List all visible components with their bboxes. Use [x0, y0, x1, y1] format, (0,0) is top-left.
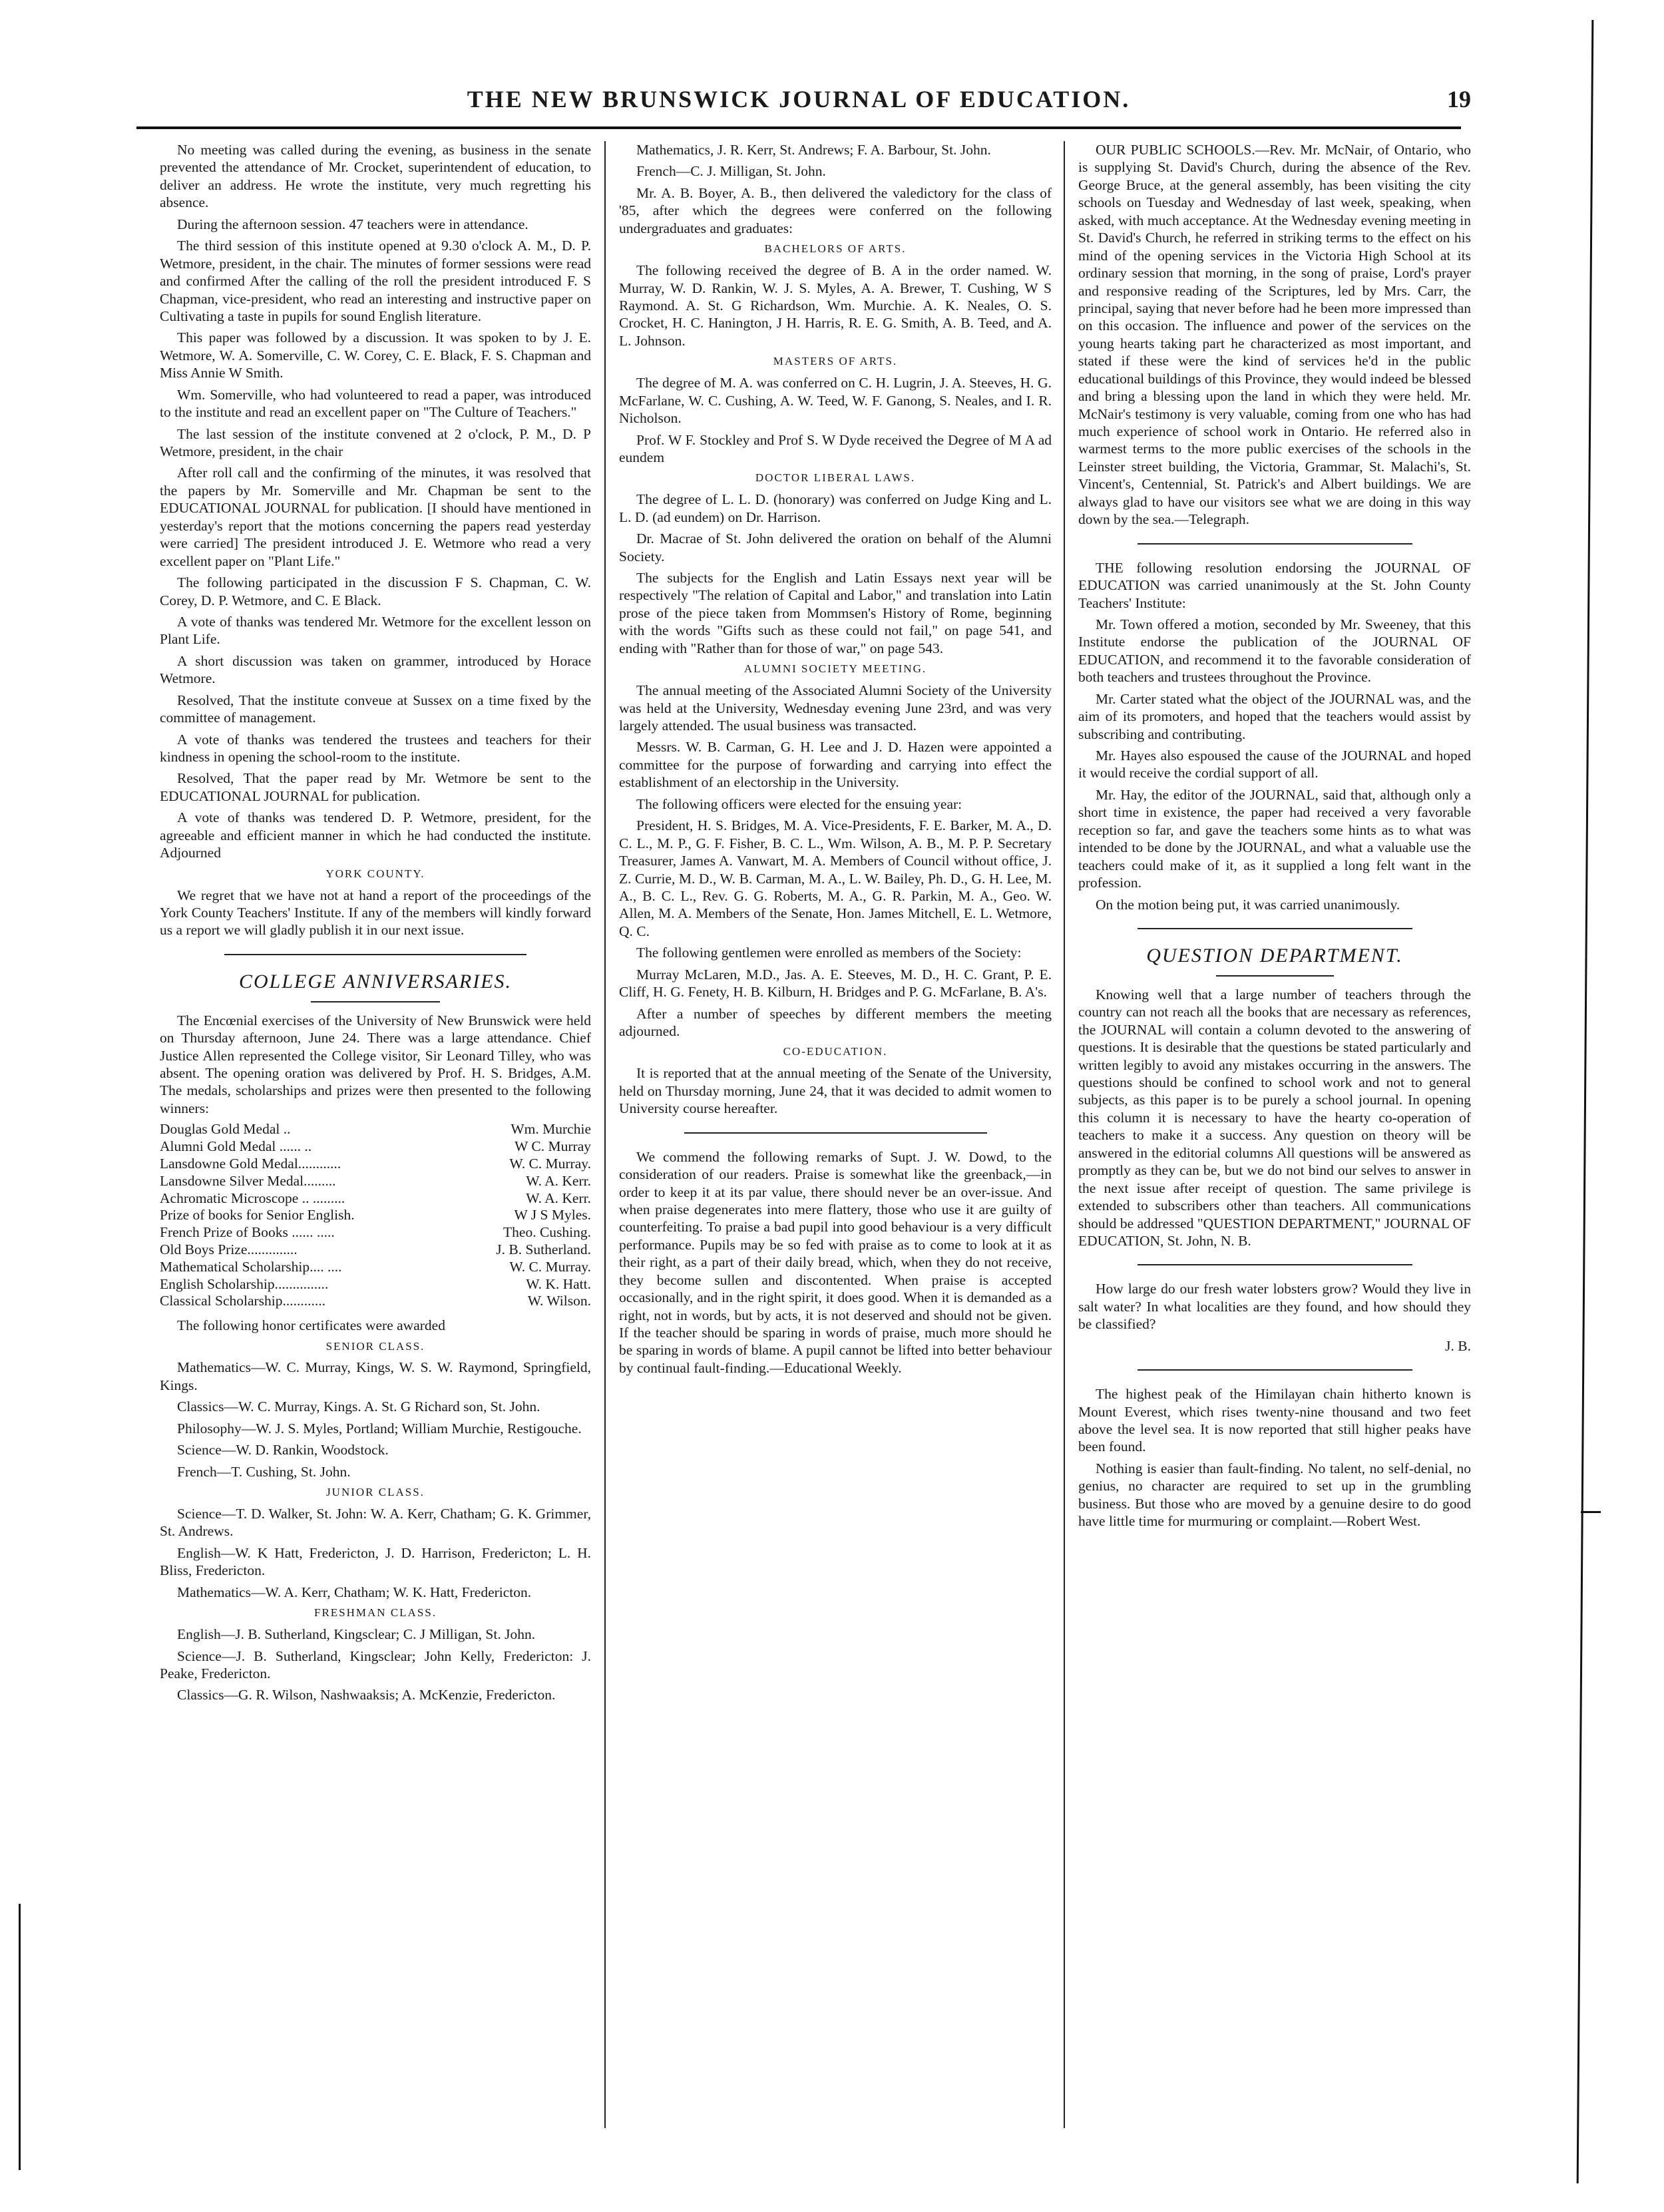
paragraph: The following gentlemen were enrolled as members of the Society:: [636, 945, 1022, 961]
paragraph: The following received the degree of B. A in the order named. W. Murray, W. D. Rankin, W. J. S. Myles, A. A. Brewer, T. Cushing, W S Raymond. A. St. G Richardson, Wm. Murchie. A. K. Neales, O. S. Crocket, H. C. Hanington, J H. Harris, R. E. G. Smith, A. B. Teed, and A. L. Johnson.: [619, 262, 1052, 349]
separator: [1216, 975, 1334, 977]
paragraph: Mathematics—W. C. Murray, Kings, W. S. W. Raymond, Springfield, Kings.: [160, 1359, 591, 1393]
prize-name: Mathematical Scholarship.... ....: [160, 1258, 342, 1275]
section-heading: BACHELORS OF ARTS.: [764, 242, 907, 256]
paragraph: Mathematics—W. A. Kerr, Chatham; W. K. Hatt, Fredericton.: [177, 1584, 532, 1600]
paragraph: Murray McLaren, M.D., Jas. A. E. Steeves, M. D., H. C. Grant, P. E. Cliff, H. G. Fenety, H. B. Kilburn, H. Bridges and P. G. McFarlane, B. A's.: [619, 966, 1052, 1000]
scan-edge-mark: [19, 1904, 21, 2170]
paragraph: Mr. Carter stated what the object of the JOURNAL was, and the aim of its promoters, and hoped that the teachers would assist by subscribing and contributing.: [1078, 690, 1471, 742]
paragraph: We regret that we have not at hand a report of the proceedings of the York County Teachers' Institute. If any of the members will kindly forward us a report we will gladly publish it in our next issue.: [160, 887, 591, 939]
paragraph: Classics—G. R. Wilson, Nashwaaksis; A. McKenzie, Fredericton.: [177, 1687, 556, 1703]
journal-title: THE NEW BRUNSWICK JOURNAL OF EDUCATION.: [467, 86, 1131, 112]
column-middle: [619, 141, 1052, 2131]
separator: [1138, 1264, 1412, 1265]
paragraph: Science—W. D. Rankin, Woodstock.: [177, 1442, 389, 1458]
paragraph: Dr. Macrae of St. John delivered the oration on behalf of the Alumni Society.: [619, 531, 1052, 564]
prize-name: Old Boys Prize..............: [160, 1241, 298, 1257]
paragraph: The last session of the institute convened at 2 o'clock, P. M., D. P Wetmore, president, in the chair: [160, 425, 591, 459]
paragraph: After a number of speeches by different members the meeting adjourned.: [619, 1005, 1052, 1039]
paragraph: Philosophy—W. J. S. Myles, Portland; William Murchie, Restigouche.: [177, 1420, 582, 1437]
paragraph: Mathematics, J. R. Kerr, St. Andrews; F. A. Barbour, St. John.: [636, 142, 991, 158]
prize-name: English Scholarship...............: [160, 1275, 329, 1292]
paragraph: Messrs. W. B. Carman, G. H. Lee and J. D. Hazen were appointed a committee for the purpose of forwarding and carrying into effect the establishment of an electorship in the University.: [619, 739, 1052, 791]
prize-name: Lansdowne Silver Medal.........: [160, 1172, 336, 1189]
paragraph: Classics—W. C. Murray, Kings. A. St. G Richard son, St. John.: [177, 1399, 540, 1415]
separator: [684, 1132, 987, 1134]
prize-row: [160, 1259, 591, 1276]
column-divider: [604, 141, 606, 2128]
prize-row: [160, 1156, 591, 1173]
paragraph: The subjects for the English and Latin Essays next year will be respectively "The relation of Capital and Labor," and translation into Latin prose of the piece taken from Mommsen's History of Rome, beginning with the words "Gifts such as these could not fail," on page 541, and ending with "Rather than for those of war," on page 543.: [619, 570, 1052, 656]
prize-row: [160, 1190, 591, 1208]
prize-winner: W. A. Kerr.: [526, 1190, 591, 1206]
paragraph: After roll call and the confirming of the minutes, it was resolved that the papers by Mr. Somerville and Mr. Chapman be sent to the EDUCATIONAL JOURNAL for publication. [I should have mentioned in yesterday's report that the motions concerning the papers read yesterday were carried] The president introduced J. E. Wetmore who read a very excellent paper on "Plant Life.": [160, 465, 591, 569]
prize-winner: W. C. Murray.: [509, 1155, 591, 1172]
paragraph: Prof. W F. Stockley and Prof S. W Dyde received the Degree of M A ad eundem: [619, 431, 1052, 465]
prize-winner: Theo. Cushing.: [503, 1224, 591, 1241]
prize-winner: W. C. Murray.: [509, 1258, 591, 1275]
separator: [311, 1001, 440, 1002]
article-heading: COLLEGE ANNIVERSARIES.: [238, 970, 513, 993]
prize-winner: W J S Myles.: [514, 1207, 591, 1223]
prize-name: Lansdowne Gold Medal............: [160, 1155, 341, 1172]
paragraph: How large do our fresh water lobsters grow? Would they live in salt water? In what localities are they found, and how should they be classified?: [1078, 1281, 1471, 1333]
paragraph: The Encœnial exercises of the University of New Brunswick were held on Thursday afternoon, June 24. There was a large attendance. Chief Justice Allen represented the College visitor, Sir Leonard Tilley, who was absent. The opening oration was delivered by Prof. H. S. Bridges, A.M. The medals, scholarships and prizes were then presented to the following winners:: [160, 1012, 591, 1116]
section-heading: DOCTOR LIBERAL LAWS.: [755, 471, 916, 485]
paragraph: The degree of L. L. D. (honorary) was conferred on Judge King and L. L. D. (ad eundem) on Dr. Harrison.: [619, 491, 1052, 525]
paragraph: We commend the following remarks of Supt. J. W. Dowd, to the consideration of our readers. Praise is somewhat like the greenback,—in order to keep it at its par value, there should never be an over-issue. And when praise degenerates into mere flattery, those who use it are guilty of counterfeiting. To praise a bad pupil into good behaviour is a very difficult performance. Pupils may be so fed with praise as to come to look at it as their right, as a part of their daily bread, which, when they do not receive, they become sullen and discontented. When praise is accepted occasionally, and in the right spirit, it does good. When it is demanded as a right, not in words, but by acts, it is not deserved and should not be given. If the teacher should be sparing in words of praise, much more should he be sparing in words of blame. A pupil cannot be lifted into better behaviour by continual fault-finding.—Educational Weekly.: [619, 1148, 1052, 1376]
paragraph: Mr. Hay, the editor of the JOURNAL, said that, although only a short time in existence, the paper had received a very favorable reception so far, and gave the teachers some hints as to what was intended to be done by the JOURNAL, and what a valuable use the teachers could make of it, as it supplied a long felt want in the profession.: [1078, 786, 1471, 891]
paragraph: During the afternoon session. 47 teachers were in attendance.: [177, 216, 528, 232]
prize-name: Prize of books for Senior English.: [160, 1207, 355, 1223]
paragraph: The following officers were elected for the ensuing year:: [636, 795, 962, 812]
prize-name: Classical Scholarship............: [160, 1293, 326, 1309]
paragraph: French—C. J. Milligan, St. John.: [636, 163, 826, 180]
prize-row: [160, 1276, 591, 1293]
prize-winner: W. A. Kerr.: [526, 1172, 591, 1189]
prize-winner: J. B. Sutherland.: [496, 1241, 591, 1257]
paragraph: Science—J. B. Sutherland, Kingsclear; John Kelly, Fredericton: J. Peake, Fredericton.: [160, 1648, 591, 1681]
paragraph: A vote of thanks was tendered the trustees and teachers for their kindness in opening the school-room to the institute.: [160, 731, 591, 765]
page-header: [133, 85, 1471, 125]
paragraph: The following honor certificates were awarded: [177, 1317, 445, 1334]
paragraph: The following participated in the discussion F S. Chapman, C. W. Corey, D. P. Wetmore, and C. E Black.: [160, 574, 591, 608]
page-number: 19: [1447, 86, 1471, 112]
prize-name: Achromatic Microscope .. .........: [160, 1190, 345, 1206]
scan-edge-mark: [1577, 20, 1594, 2183]
section-heading: MASTERS OF ARTS.: [773, 355, 898, 368]
paragraph: Resolved, That the institute conveue at Sussex on a time fixed by the committee of management.: [160, 692, 591, 726]
paragraph: Wm. Somerville, who had volunteered to read a paper, was introduced to the institute and read an excellent paper on "The Culture of Teachers.": [160, 386, 591, 421]
paragraph: The annual meeting of the Associated Alumni Society of the University was held at the University, Wednesday evening June 23rd, and was very largely attended. The usual business was transacted.: [619, 682, 1052, 734]
paragraph: The highest peak of the Himilayan chain hitherto known is Mount Everest, which rises twenty-nine thousand and two feet above the level sea. It is now reported that still higher peaks have been found.: [1078, 1386, 1471, 1455]
paragraph: THE following resolution endorsing the JOURNAL OF EDUCATION was carried unanimously at the St. John County Teachers' Institute:: [1078, 559, 1471, 611]
paragraph: Resolved, That the paper read by Mr. Wetmore be sent to the EDUCATIONAL JOURNAL for publication.: [160, 770, 591, 804]
section-heading: FRESHMAN CLASS.: [314, 1606, 437, 1620]
paragraph: Mr. Hayes also espoused the cause of the JOURNAL and hoped it would receive the cordial support of all.: [1078, 748, 1471, 781]
prize-name: Alumni Gold Medal ...... ..: [160, 1138, 312, 1155]
section-heading: JUNIOR CLASS.: [326, 1486, 425, 1499]
column-right: [1078, 141, 1471, 2131]
header-rule: [136, 126, 1461, 129]
paragraph: Mr. A. B. Boyer, A. B., then delivered the valedictory for the class of '85, after which the degrees were conferred on the following undergraduates and graduates:: [619, 184, 1052, 236]
paragraph: President, H. S. Bridges, M. A. Vice-Presidents, F. E. Barker, M. A., D. C. L., M. P., G. F. Fisher, B. C. L., Wm. Wilson, A. B., M. P. P. Secretary Treasurer, James A. Vanwart, M. A. Members of Council without office, J. Z. Currie, M. D., W. B. Carman, M. A., L. W. Bailey, Ph. D., G. H. Lee, M. A., B. C. L., Rev. G. G. Roberts, M. A., G. R. Parkin, M. A., Geo. W. Allen, M. A. Members of the Senate, Hon. James Mitchell, E. L. Wetmore, Q. C.: [619, 817, 1052, 939]
paragraph: Mr. Town offered a motion, seconded by Mr. Sweeney, that this Institute endorse the publication of the JOURNAL OF EDUCATION, and recommend it to the favorable consideration of both teachers and trustees throughout the Province.: [1078, 616, 1471, 686]
section-heading: YORK COUNTY.: [325, 867, 425, 880]
prize-row: [160, 1293, 591, 1310]
section-heading: CO-EDUCATION.: [783, 1045, 888, 1058]
separator: [1138, 1369, 1412, 1371]
section-heading: ALUMNI SOCIETY MEETING.: [743, 662, 927, 676]
section-heading: SENIOR CLASS.: [325, 1339, 425, 1353]
paragraph: A vote of thanks was tendered Mr. Wetmore for the excellent lesson on Plant Life.: [160, 613, 591, 648]
column-divider: [1064, 141, 1065, 2128]
paragraph: On the motion being put, it was carried unanimously.: [1096, 896, 1400, 913]
prize-row: [160, 1241, 591, 1259]
prize-row: [160, 1224, 591, 1241]
paragraph: French—T. Cushing, St. John.: [177, 1463, 351, 1480]
prize-list: [160, 1121, 591, 1310]
paragraph: The degree of M. A. was conferred on C. H. Lugrin, J. A. Steeves, H. G. McFarlane, W. C. Cushing, A. W. Teed, W. F. Ganong, S. Neales, and I. R. Nicholson.: [619, 375, 1052, 427]
prize-winner: Wm. Murchie: [511, 1121, 591, 1138]
paragraph: Science—T. D. Walker, St. John: W. A. Kerr, Chatham; G. K. Grimmer, St. Andrews.: [160, 1506, 591, 1540]
paragraph: OUR PUBLIC SCHOOLS.—Rev. Mr. McNair, of Ontario, who is supplying St. David's Church, during the absence of the Rev. George Bruce, at the general assembly, has been visiting the city schools on Tuesday and Wednesday of last week, speaking, when asked, with much acceptance. At the Wednesday evening meeting in St. David's Church, he referred in striking terms to the effect on his mind of the opening services in the Victoria High School at its ordinary session that morning, in the song of praise, Lord's prayer and responsive reading of the Scriptures, led by Mrs. Carr, the principal, saying that never before had he been more impressed than on this occasion. The influence and power of the services on the young hearts taking part he characterized as most important, and stated if these were the kind of services he'd in the public educational buildings of this Province, they would indeed be blessed and bring a blessing upon the land in which they were held. Mr. McNair's testimony is very valuable, coming from one who has had much experience of school work in Ontario. He referred also in warmest terms to the more public exercises of the schools in the Leinster street building, the Victoria, Grammar, St. Malachi's, St. Vincent's, Centennial, St. Patrick's and Albert buildings. We are always glad to have our visitors see what we are doing in this way down by the sea.—Telegraph.: [1078, 142, 1471, 528]
paragraph: This paper was followed by a discussion. It was spoken to by J. E. Wetmore, W. A. Somerville, C. W. Corey, C. E. Black, F. S. Chapman and Miss Annie W Smith.: [160, 330, 591, 381]
prize-row: [160, 1173, 591, 1190]
article-heading: QUESTION DEPARTMENT.: [1146, 944, 1403, 967]
separator: [1138, 543, 1412, 545]
prize-row: [160, 1207, 591, 1224]
prize-winner: W. Wilson.: [527, 1293, 591, 1309]
prize-name: Douglas Gold Medal ..: [160, 1121, 291, 1138]
paragraph: It is reported that at the annual meeting of the Senate of the University, held on Thursday morning, June 24, that it was decided to admit women to University course hereafter.: [619, 1065, 1052, 1117]
paragraph: No meeting was called during the evening, as business in the senate prevented the attendance of Mr. Crocket, superintendent of education, to deliver an address. He wrote the institute, very much regretting his absence.: [160, 142, 591, 211]
paragraph: Knowing well that a large number of teachers through the country can not reach all the books that are necessary as references, the JOURNAL will contain a column devoted to the answering of questions. It is desirable that the questions be stated particularly and written legibly to avoid any mistakes occurring in the answers. The questions should be confined to school work and not to general subjects, as this paper is to be purely a school journal. In opening this column it is necessary to have the hearty co-operation of teachers to make it a success. Any question on theory will be answered in the editorial columns All questions will be answered as promptly as they can be, but we do not bind our selves to answer in the next issue after receipt of question. The same privilege is extended to subscribers other than teachers. All communications should be addressed "QUESTION DEPARTMENT," JOURNAL OF EDUCATION, St. John, N. B.: [1078, 986, 1471, 1249]
paragraph: English—J. B. Sutherland, Kingsclear; C. J Milligan, St. John.: [177, 1626, 536, 1643]
prize-winner: W. K. Hatt.: [526, 1275, 591, 1292]
prize-row: [160, 1121, 591, 1138]
prize-winner: W C. Murray: [515, 1138, 591, 1155]
column-left: [160, 141, 591, 2131]
paragraph: A vote of thanks was tendered D. P. Wetmore, president, for the agreeable and efficient manner in which he had conducted the institute. Adjourned: [160, 809, 591, 861]
prize-row: [160, 1138, 591, 1156]
paragraph: A short discussion was taken on grammer, introduced by Horace Wetmore.: [160, 652, 591, 687]
scan-edge-mark: [1581, 1511, 1601, 1513]
prize-name: French Prize of Books ...... .....: [160, 1224, 335, 1241]
paragraph: Nothing is easier than fault-finding. No talent, no self-denial, no genius, no character are required to set up in the grumbling business. But those who are moved by a genuine desire to do good have little time for murmuring or complaint.—Robert West.: [1078, 1460, 1471, 1530]
signature: J. B.: [1445, 1337, 1471, 1354]
separator: [224, 954, 526, 955]
paragraph: English—W. K Hatt, Fredericton, J. D. Harrison, Fredericton; L. H. Bliss, Fredericton.: [160, 1544, 591, 1579]
separator: [1138, 928, 1412, 929]
paragraph: The third session of this institute opened at 9.30 o'clock A. M., D. P. Wetmore, president, in the chair. The minutes of former sessions were read and confirmed After the calling of the roll the president introduced F. S Chapman, vice-president, who read an interesting and instructive paper on Cultivating a taste in pupils for sound English literature.: [160, 238, 591, 324]
